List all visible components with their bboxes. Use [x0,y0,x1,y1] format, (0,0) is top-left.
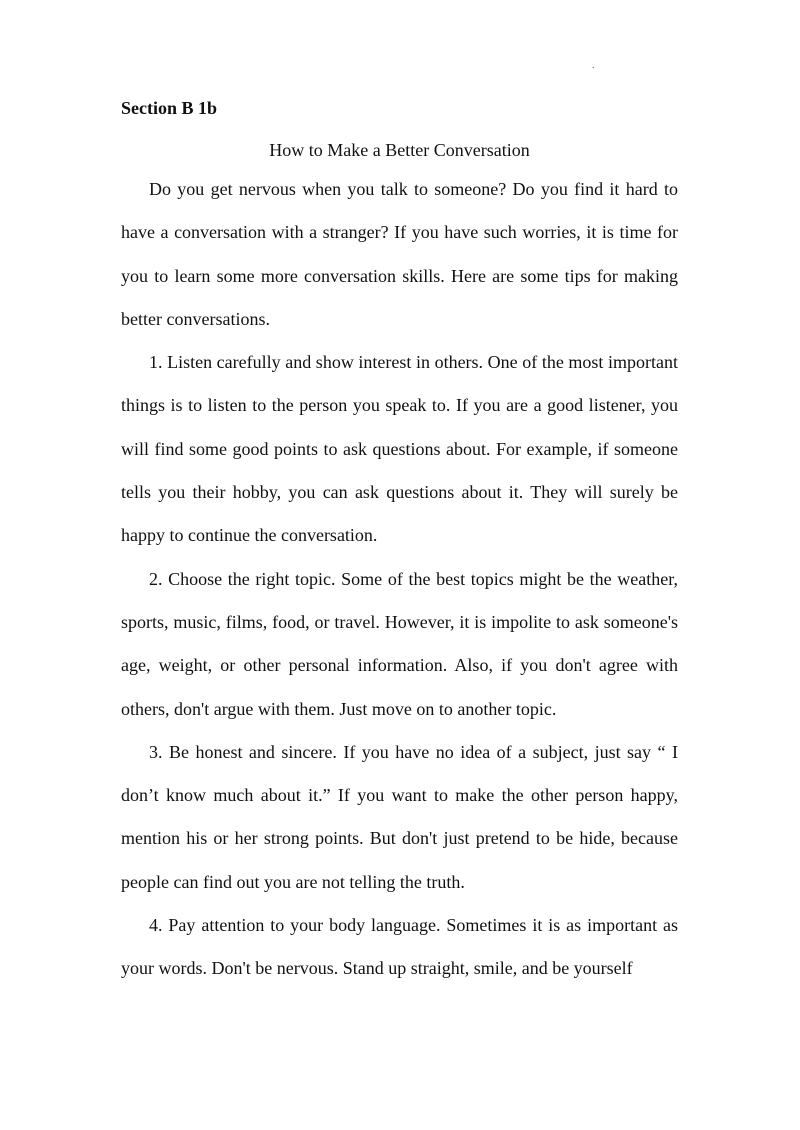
section-heading: Section B 1b [121,98,218,118]
tip-4-paragraph: 4. Pay attention to your body language. Sometimes it is as important as your words. Don't be nervous. Stand up straight, smile, and be yourself [121,915,678,979]
tip-2-paragraph: 2. Choose the right topic. Some of the best topics might be the weather, sports, music, films, food, or travel. However, it is impolite to ask someone's age, weight, or other personal information. Also, if you don't agree with others, don't argue with them. Just move on to another topic. [121,568,678,719]
intro-paragraph: Do you get nervous when you talk to someone? Do you find it hard to have a conversation with a stranger? If you have such worries, it is time for you to learn some more conversation skills. Here are some tips for making better conversations. [121,179,678,329]
tip-3-paragraph: 3. Be honest and sincere. If you have no idea of a subject, just say “ I don’t know much about it.” If you want to make the other person happy, mention his or her strong points. But don't just pretend to be hide, because people can find out you are not telling the truth. [121,741,678,892]
article-title: How to Make a Better Conversation [269,140,530,160]
document-body [121,93,678,991]
header-mark: . [592,60,595,71]
tip-1-paragraph: 1. Listen carefully and show interest in others. One of the most important things is to listen to the person you speak to. If you are a good listener, you will find some good points to ask questions about. For example, if someone tells you their hobby, you can ask questions about it. They will surely be happy to continue the conversation. [121,352,678,546]
